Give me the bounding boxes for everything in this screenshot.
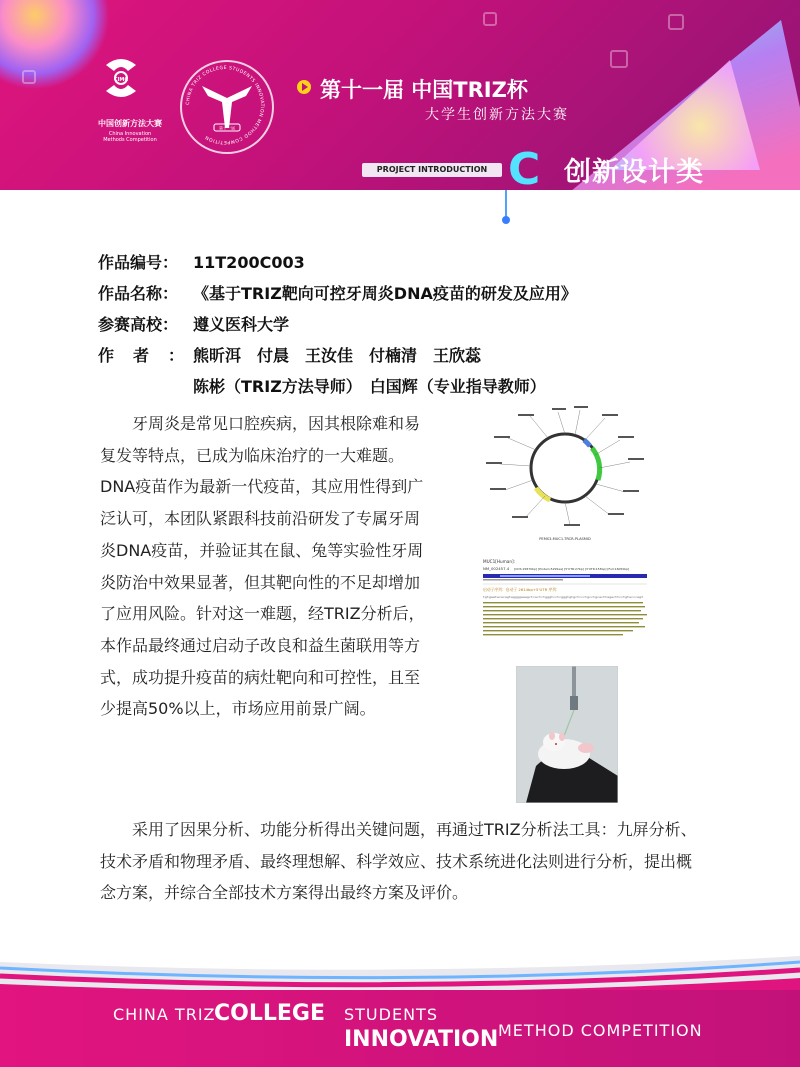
footer-word-china-triz: CHINA TRIZ bbox=[113, 1005, 216, 1024]
decor-square bbox=[22, 70, 36, 84]
seal-arc-text: CHINA TRIZ COLLEGE STUDENTS INNOVATION METHOD COMPETITION bbox=[185, 65, 265, 145]
sequence-figure bbox=[480, 556, 650, 648]
cimc-logo-name: 中国创新方法大赛 bbox=[98, 119, 162, 128]
cimc-logo bbox=[80, 55, 180, 143]
author-label: 作者： bbox=[98, 346, 204, 365]
category-letter: C bbox=[508, 144, 541, 190]
name-label: 作品名称： bbox=[98, 284, 179, 303]
school-value: 遵义医科大学 bbox=[193, 315, 290, 334]
description-paragraph: 牙周炎是常见口腔疾病，因其根除难和易复发等特点，已成为临床治疗的一大难题。DNA疫苗作为最新一代疫苗，其应用性得到广泛认可，本团队紧跟科技前沿研发了专属牙周炎DNA疫苗，并验证其在鼠、兔等实验性牙周炎防治中效果显著，但其靶向性的不足却增加了应用风险。针对这一难题，经TRIZ分析后，本作品最终通过启动子改良和益生菌联用等方式，成功提升疫苗的病灶靶向和可控性，且至少提高50%以上，市场应用前景广阔。 bbox=[100, 414, 425, 719]
authors-line1: 熊昕洱 付晨 王汝佳 付楠清 王欣蕊 bbox=[193, 346, 482, 365]
cimc-mark-text: CIMC bbox=[113, 77, 129, 83]
info-row-authors bbox=[98, 343, 481, 366]
mouse-photo-illustration bbox=[516, 666, 618, 803]
mouse-experiment-photo bbox=[516, 666, 618, 803]
competition-title: 第十一届 中国TRIZ杯 bbox=[320, 78, 528, 102]
decor-square bbox=[668, 14, 684, 30]
cimc-logo-icon bbox=[98, 55, 144, 101]
plasmid-map-figure bbox=[480, 400, 650, 548]
footer-banner bbox=[0, 950, 800, 1067]
footer-word-college: COLLEGE bbox=[214, 1001, 325, 1026]
plasmid-map-diagram bbox=[480, 400, 650, 548]
category-name: 创新设计类 bbox=[564, 157, 704, 188]
seq-id: NM_002457.4 bbox=[483, 566, 510, 571]
id-label: 作品编号： bbox=[98, 253, 179, 272]
info-row-school bbox=[98, 312, 289, 335]
cimc-logo-en bbox=[80, 131, 180, 143]
triz-t-icon bbox=[196, 76, 258, 138]
triz-competition-seal bbox=[180, 60, 274, 154]
cimc-logo-en-line2: Methods Competition bbox=[103, 137, 157, 143]
school-label: 参赛高校： bbox=[98, 315, 179, 334]
info-row-id bbox=[98, 250, 305, 273]
footer-word-innovation: INNOVATION bbox=[344, 1027, 499, 1052]
id-value: 11T200C003 bbox=[193, 253, 305, 272]
competition-subtitle: 大学生创新方法大赛 bbox=[425, 107, 569, 123]
footer-word-students: STUDENTS bbox=[344, 1005, 438, 1024]
seal-year-text: 第十一届 bbox=[219, 125, 235, 131]
seq-sample: tgtgaatacacagtaggggaaagctcactctgggtcctcgggtgtgctccctgcctgcacttagacttcctgtacccagt bbox=[483, 595, 643, 599]
name-value: 《基于TRIZ靶向可控牙周炎DNA疫苗的研发及应用》 bbox=[193, 284, 577, 303]
cimc-logo-en-line1: China Innovation bbox=[108, 131, 152, 137]
decor-square bbox=[483, 12, 497, 26]
footer-word-method-competition: METHOD COMPETITION bbox=[498, 1021, 703, 1040]
project-intro-tag bbox=[362, 163, 502, 177]
header-banner bbox=[0, 0, 800, 190]
info-row-name bbox=[98, 281, 577, 304]
category-connector-dot bbox=[502, 216, 510, 224]
seq-fields: [CDS:15870bp] [Protein:5295aa] [5'UTR:27bp] [3'UTR:153bp] [Full:16050bp] bbox=[514, 567, 630, 571]
seq-promoter: 启动子序列：启动子 2614bp+5'UTR 序列： bbox=[483, 587, 560, 592]
project-intro-label: PROJECT INTRODUCTION bbox=[376, 165, 488, 174]
decor-square bbox=[610, 50, 628, 68]
seq-header: MUC1[Human]: bbox=[483, 559, 516, 564]
play-icon bbox=[297, 80, 311, 94]
authors-line2: 陈彬（TRIZ方法导师） 白国辉（专业指导教师） bbox=[193, 377, 546, 396]
category-connector-line bbox=[505, 190, 507, 218]
sequence-diagram bbox=[480, 556, 650, 648]
method-paragraph: 采用了因果分析、功能分析得出关键问题，再通过TRIZ分析法工具：九屏分析、技术矛盾和物理矛盾、最终理想解、科学效应、技术系统进化法则进行分析，提出概念方案，并综合全部技术方案得出最终方案及评价。 bbox=[100, 820, 697, 902]
plasmid-title: PEMS3-MUC1-TRCR-PLASMID bbox=[539, 537, 591, 541]
